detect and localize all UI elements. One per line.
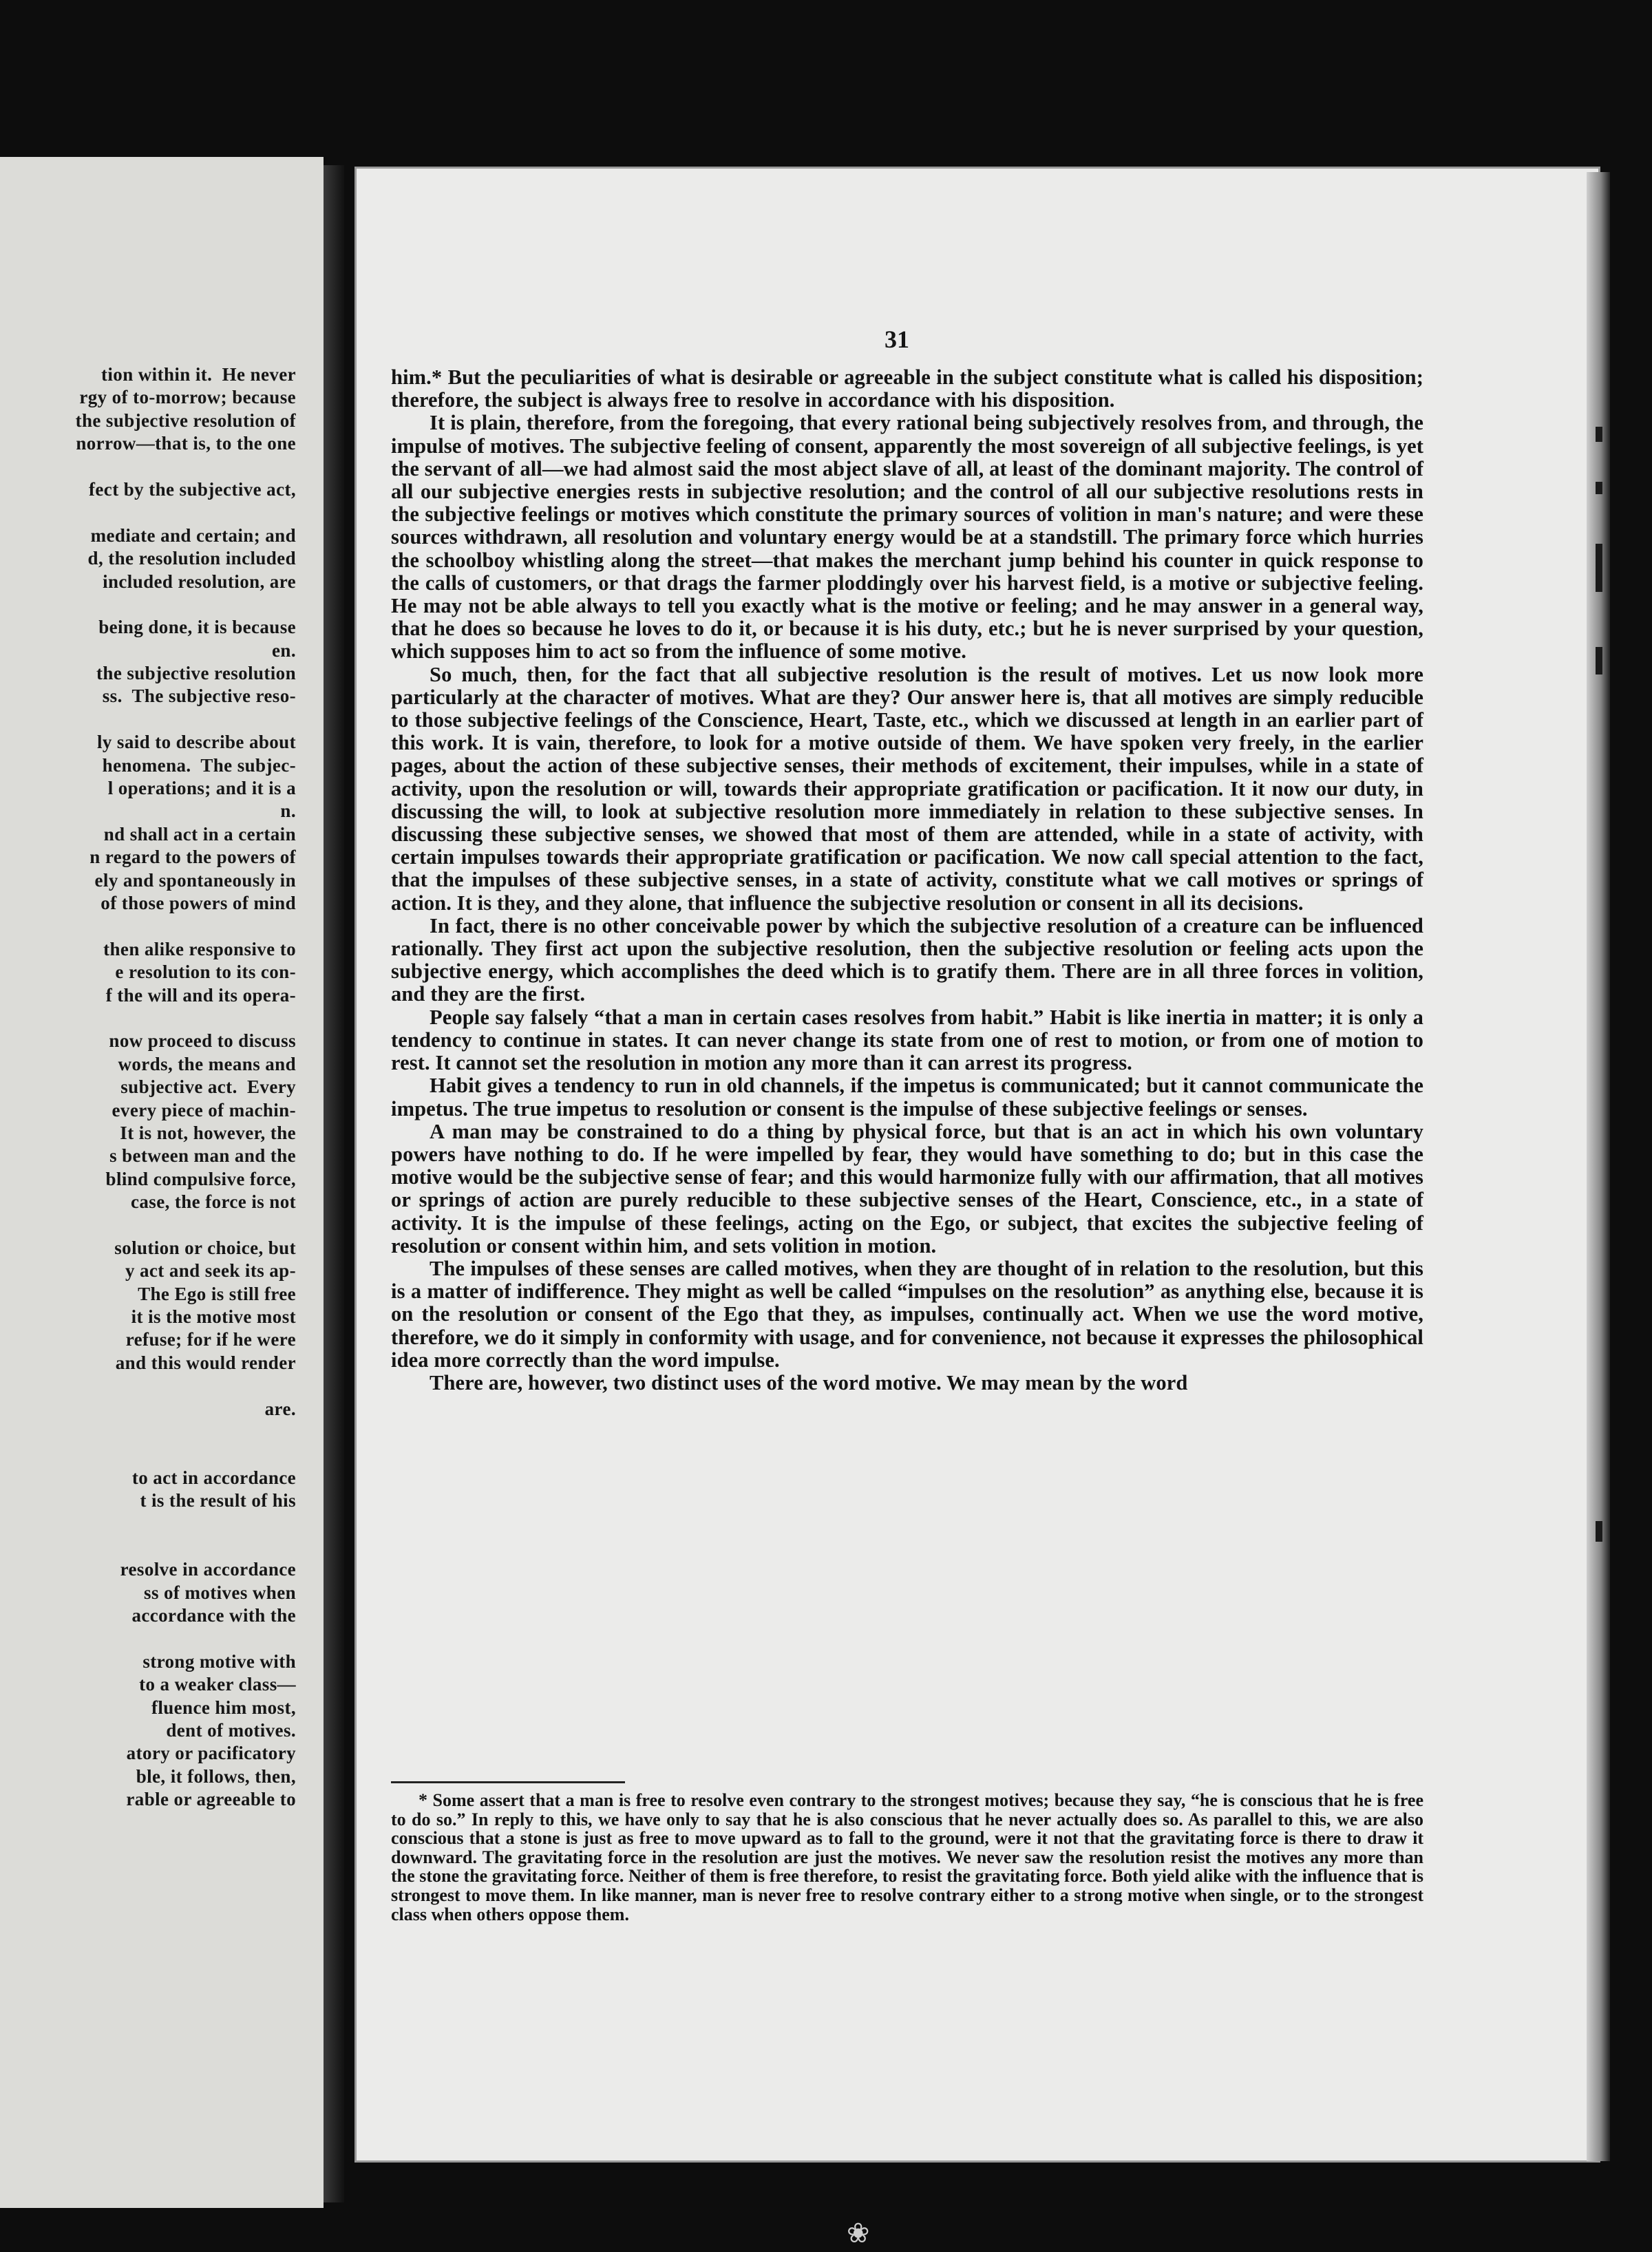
- margin-mark: [1596, 1521, 1602, 1542]
- facing-page-line: refuse; for if he were: [125, 1329, 296, 1350]
- margin-mark: [1596, 544, 1602, 592]
- facing-page-line: [0, 1007, 296, 1030]
- margin-mark: [1596, 647, 1602, 674]
- facing-page-line: e resolution to its con-: [115, 962, 296, 983]
- facing-page-line: l operations; and it is a: [107, 778, 296, 799]
- paragraph: So much, then, for the fact that all subjective resolution is the result of motives. Let us now look more particularly at the character of motives. What are they? Our answer here is, that all motives are simply reducible to those subjective feelings of the Conscience, Heart, Taste, etc., which we discussed at length in an earlier part of this work. It is vain, therefore, to look for a motive outside of them. We have spoken very freely, in the earlier pages, about the action of these subjective senses, their methods of excitement, their impulses, while in a state of activity, upon the resolution or will, towards their appropriate gratification or pacification. It it now our duty, in discussing the will, to look at subjective resolution more immediately in relation to these subjective senses. In discussing these subjective senses, we showed that most of them are attended, while in a state of activity, with certain impulses towards their appropriate gratification or pacification. We now call special attention to the fact, that the impulses of these subjective senses, in a state of activity, constitute what we call motives or springs of action. It is they, and they alone, that influence the subjective resolution or consent in all its decisions.: [391, 662, 1423, 915]
- facing-page-line: [0, 1443, 296, 1466]
- paragraph: A man may be constrained to do a thing by physical force, but that is an act in which his own voluntary powers have nothing to do. If he were impelled by fear, they would have something to do; but in this case the motive would be the subjective sense of fear; and this would harmonize fully with our affirmation, that all motives or springs of action are purely reducible to these subjective senses of the Heart, Conscience, etc., in a state of activity. It is the impulse of these feelings, acting on the Ego, or subject, that excites the subjective feeling of resolution or consent within him, and sets volition in motion.: [391, 1119, 1423, 1257]
- paragraph: It is plain, therefore, from the foregoing, that every rational being subjectively resolves from, and through, the impulse of motives. The subjective feeling of consent, apparently the most sovereign of all subjective feelings, is yet the servant of all—we had almost said the most abject slave of all, at least of the dominant majority. The control of all our subjective energies rests in subjective resolution; and the control of all our subjective resolutions rests in the subjective feelings or motives which constitute the primary sources of volition in man's nature; and were these sources withdrawn, all resolution and voluntary energy would be at a standstill. The primary force which hurries the schoolboy whistling along the street—that makes the merchant jump behind his counter in quick response to the calls of customers, or that drags the farmer ploddingly over his harvest field, is a motive or subjective feeling. He may not be able always to tell you exactly what is the motive or feeling; and he may answer in a general way, that he does so because he loves to do it, or because it is his duty, etc.; but he is never surprised by your question, which supposes him to act so from the influence of some motive.: [391, 411, 1423, 663]
- paragraph: Habit gives a tendency to run in old channels, if the impetus is communicated; but it cannot communicate the impetus. The true impetus to resolution or consent is the impulse of these subjective feelings or senses.: [391, 1074, 1423, 1120]
- facing-page-line: [0, 1513, 296, 1536]
- paragraph: There are, however, two distinct uses of the word motive. We may mean by the word: [430, 1370, 1188, 1394]
- paragraph: The impulses of these senses are called motives, when they are thought of in relation to the resolution, but this is a matter of indifference. They might as well be called “impulses on the resolution” as anything else, because it is on the resolution or consent of the Ego that they, as impulses, continually act. When we use the word motive, therefore, we do it simply in conformity with usage, and for convenience, not because it expresses the philosophical idea more correctly than the word impulse.: [391, 1256, 1423, 1372]
- scan-artifact: ❀: [847, 2218, 870, 2249]
- facing-page-line: strong motive with: [142, 1650, 296, 1672]
- facing-page-line: dent of motives.: [166, 1720, 296, 1741]
- facing-page-line: subjective act. Every: [120, 1076, 296, 1098]
- facing-page-line: atory or pacificatory: [126, 1743, 296, 1764]
- facing-page-line: then alike responsive to: [103, 938, 296, 959]
- facing-page-line: to act in accordance: [131, 1467, 296, 1488]
- footnote-rule: [391, 1781, 625, 1783]
- facing-page-line: [0, 456, 296, 478]
- facing-page-line: t is the result of his: [140, 1490, 296, 1511]
- facing-page-line: fluence him most,: [151, 1697, 296, 1718]
- facing-page-line: henomena. The subjec-: [102, 754, 296, 776]
- paragraph: him.* But the peculiarities of what is desirable or agreeable in the subject constitute what is called his disposition; therefore, the subject is always free to resolve in accordance with his disposition.: [391, 365, 1423, 412]
- facing-page-line: rable or agreeable to: [126, 1789, 296, 1810]
- facing-page-line: and this would render: [115, 1352, 296, 1373]
- facing-page-line: norrow—that is, to the one: [76, 433, 296, 454]
- facing-page-line: ss of motives when: [144, 1582, 296, 1603]
- footnote-text: * Some assert that a man is free to resolve even contrary to the strongest motives; because they say, “he is conscious that he is free to do so.” In reply to this, we have only to say that he is also conscious that he never actually does so. As parallel to this, we are also conscious that a stone is just as free to move upward as to fall to the ground, were it not that the gravitating force is there to draw it downward. The gravitating force in the resolution are just the motives. We never saw the resolution resist the motives any more than the stone the gravitating force. Neither of them is free therefore, to resist the gravitating force. Both yield alike with the influence that is strongest to move them. In like manner, man is never free to resolve contrary either to a strong motive when single, or to the strongest class when others oppose them.: [391, 1790, 1423, 1924]
- gutter-shadow: [324, 165, 344, 2202]
- page-body: [391, 366, 1423, 1394]
- facing-page-line: now proceed to discuss: [109, 1030, 296, 1052]
- page-number: 31: [885, 326, 909, 353]
- margin-marks: [1590, 385, 1611, 1693]
- footnote: [391, 1791, 1423, 1924]
- margin-mark: [1596, 427, 1602, 442]
- facing-page-line: n regard to the powers of: [89, 847, 296, 868]
- facing-page-line: every piece of machin-: [112, 1099, 296, 1120]
- facing-page-line: accordance with the: [131, 1605, 296, 1626]
- facing-page-line: included resolution, are: [103, 571, 296, 592]
- facing-page-line: words, the means and: [118, 1053, 296, 1074]
- facing-page-line: tion within it. He never: [101, 364, 296, 385]
- facing-page-line: [0, 593, 296, 616]
- facing-page-line: ely and spontaneously in: [94, 869, 296, 891]
- facing-page-line: ly said to describe about: [96, 732, 296, 753]
- facing-page-text: [0, 363, 296, 1812]
- margin-mark: [1596, 482, 1602, 494]
- facing-page-line: en.: [272, 639, 296, 661]
- facing-page-line: [0, 1213, 296, 1236]
- facing-page-line: it is the motive most: [131, 1306, 296, 1328]
- facing-page-line: It is not, however, the: [120, 1122, 296, 1143]
- facing-page: [0, 157, 324, 2208]
- facing-page-line: s between man and the: [109, 1145, 296, 1167]
- facing-page-line: the subjective resolution of: [75, 410, 296, 431]
- facing-page-line: f the will and its opera-: [105, 984, 296, 1006]
- facing-page-line: [0, 1374, 296, 1397]
- facing-page-line: blind compulsive force,: [105, 1168, 296, 1189]
- facing-page-line: of those powers of mind: [100, 892, 296, 913]
- facing-page-line: the subjective resolution: [96, 663, 296, 684]
- facing-page-line: rgy of to-morrow; because: [79, 387, 296, 408]
- facing-page-line: case, the force is not: [131, 1191, 296, 1213]
- paragraph: In fact, there is no other conceivable power by which the subjective resolution of a creature can be influenced rationally. They first act upon the subjective resolution, then the subjective resolution or feeling acts upon the subjective energy, which accomplishes the deed which is to gratify them. There are in all three forces in volition, and they are the first.: [391, 913, 1423, 1006]
- facing-page-line: The Ego is still free: [138, 1283, 296, 1304]
- facing-page-line: mediate and certain; and: [90, 524, 296, 546]
- facing-page-line: [0, 708, 296, 731]
- facing-page-line: [0, 501, 296, 524]
- facing-page-line: resolve in accordance: [120, 1559, 296, 1580]
- facing-page-line: ss. The subjective reso-: [102, 686, 296, 707]
- facing-page-line: [0, 1536, 296, 1558]
- facing-page-line: being done, it is because: [98, 617, 296, 638]
- facing-page-line: [0, 915, 296, 937]
- facing-page-line: y act and seek its ap-: [125, 1260, 296, 1282]
- facing-page-line: to a weaker class—: [139, 1674, 296, 1695]
- facing-page-line: solution or choice, but: [114, 1237, 296, 1258]
- facing-page-line: [0, 1421, 296, 1443]
- facing-page-line: ble, it follows, then,: [136, 1765, 296, 1787]
- facing-page-line: are.: [264, 1398, 296, 1419]
- facing-page-line: n.: [280, 800, 296, 822]
- facing-page-line: nd shall act in a certain: [103, 823, 296, 844]
- facing-page-line: d, the resolution included: [87, 548, 296, 569]
- facing-page-line: fect by the subjective act,: [89, 478, 296, 500]
- paragraph: People say falsely “that a man in certain cases resolves from habit.” Habit is like inertia in matter; it is only a tendency to continue in states. It can never change its state from one of rest to motion, or from one of motion to rest. It cannot set the resolution in motion any more than it can arrest its progress.: [391, 1005, 1423, 1075]
- facing-page-line: [0, 1627, 296, 1650]
